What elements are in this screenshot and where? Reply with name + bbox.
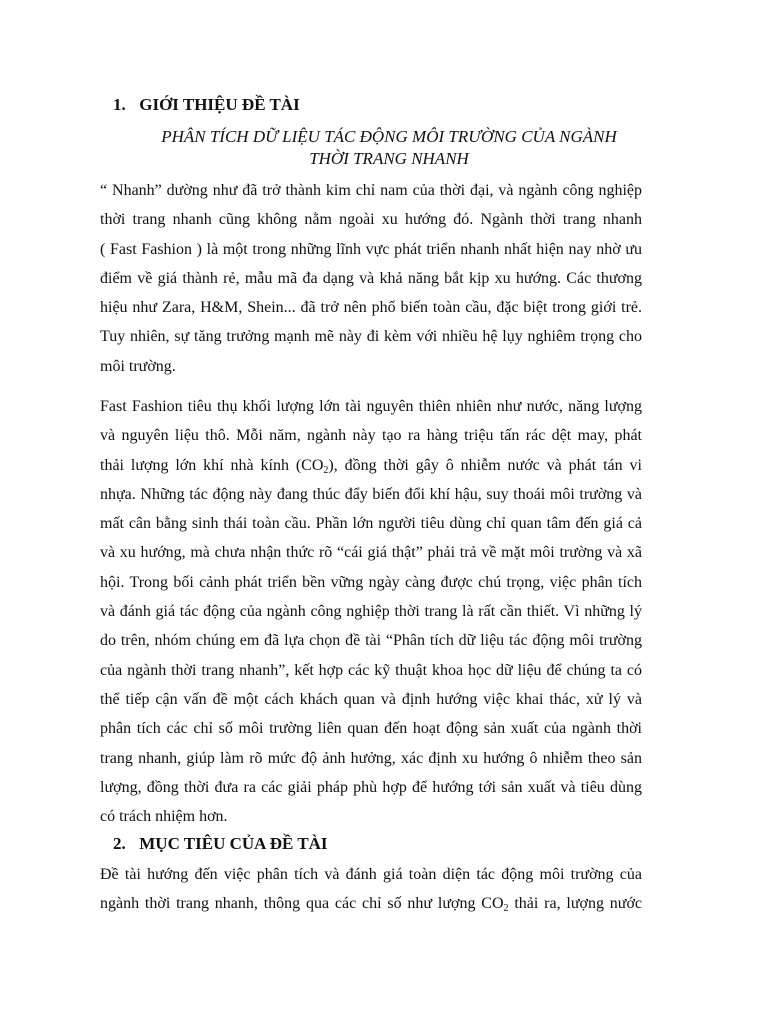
text-line: do trên, nhóm chúng em đã lựa chọn đề tài “Phân tích dữ liệu tác động môi trường <box>100 632 642 650</box>
text-line: và đánh giá tác động của ngành công nghiệp thời trang là rất cần thiết. Vì những lý <box>100 603 642 621</box>
text-line: nhựa. Những tác động này đang thúc đẩy biến đổi khí hậu, suy thoái môi trường và <box>100 485 642 503</box>
text-line <box>100 455 642 484</box>
text-line: trang nhanh, giúp làm rõ mức độ ảnh hưởng, xác định xu hướng ô nhiễm theo sản <box>100 749 642 767</box>
section-title: MỤC TIÊU CỦA ĐỀ TÀI <box>139 834 328 853</box>
text-line: của ngành thời trang nhanh”, kết hợp các kỹ thuật khoa học dữ liệu để chúng ta có <box>100 661 642 679</box>
text-line: và xu hướng, mà chưa nhận thức rõ “cái giá thật” phải trả về mặt môi trường và xã <box>100 544 642 562</box>
text-line: thời trang nhanh cũng không nằm ngoài xu hướng đó. Ngành thời trang nhanh <box>100 211 642 229</box>
section-title: GIỚI THIỆU ĐỀ TÀI <box>139 95 300 114</box>
text-line: lượng, đồng thời đưa ra các giải pháp phù hợp để hướng tới sản xuất và tiêu dùng <box>100 778 642 796</box>
subtitle-line: THỜI TRANG NHANH <box>309 149 469 168</box>
paragraph-intro <box>100 180 642 385</box>
document-subtitle <box>100 126 678 170</box>
text-line: Đề tài hướng đến việc phân tích và đánh giá toàn diện tác động môi trường của <box>100 866 642 883</box>
text-line: thể tiếp cận vấn đề một cách khách quan và định hướng việc khai thác, xử lý và <box>100 690 642 708</box>
text-line: ( Fast Fashion ) là một trong những lĩnh vực phát triển nhanh nhất hiện nay nhờ ưu <box>100 240 642 258</box>
text-line: “ Nhanh” dường như đã trở thành kim chỉ nam của thời đại, và ngành công nghiệp <box>100 182 642 199</box>
text-line: Fast Fashion tiêu thụ khối lượng lớn tài nguyên thiên nhiên như nước, năng lượng <box>100 398 642 415</box>
text-line: phân tích các chỉ số môi trường liên quan đến hoạt động sản xuất của ngành thời <box>100 720 642 738</box>
text-line <box>100 893 642 922</box>
text-line: và nguyên liệu thô. Mỗi năm, ngành này tạo ra hàng triệu tấn rác dệt may, phát <box>100 427 642 445</box>
text-line: môi trường. <box>100 357 176 375</box>
subscript: 2 <box>323 464 329 476</box>
text-line: điểm về giá thành rẻ, mẫu mã đa dạng và khả năng bắt kịp xu hướng. Các thương <box>100 269 642 287</box>
text-line: Tuy nhiên, sự tăng trưởng mạnh mẽ này đi kèm với nhiều hệ lụy nghiêm trọng cho <box>100 328 642 346</box>
section-number: 2. <box>113 834 126 853</box>
text-line: hội. Trong bối cảnh phát triển bền vững ngày càng được chú trọng, việc phân tích <box>100 573 642 591</box>
paragraph-objective <box>100 864 642 923</box>
text-run: ), đồng thời gây ô nhiễm nước và phát tán vi <box>328 456 642 474</box>
text-run: thải lượng lớn khí nhà kính (CO <box>100 456 324 474</box>
section-heading-1 <box>113 94 300 116</box>
text-run: ngành thời trang nhanh, thông qua các chỉ số như lượng CO <box>100 895 504 913</box>
text-line: có trách nhiệm hơn. <box>100 808 228 826</box>
subscript: 2 <box>503 903 509 915</box>
text-line: hiệu như Zara, H&M, Shein... đã trở nên phổ biến toàn cầu, đặc biệt trong giới trẻ. <box>100 299 642 317</box>
subtitle-line: PHÂN TÍCH DỮ LIỆU TÁC ĐỘNG MÔI TRƯỜNG CỦA NGÀNH <box>161 127 617 146</box>
text-line: mất cân bằng sinh thái toàn cầu. Phần lớn người tiêu dùng chỉ quan tâm đến giá cả <box>100 515 642 533</box>
text-run: thải ra, lượng nước <box>508 895 643 913</box>
paragraph-impact <box>100 396 642 835</box>
section-number: 1. <box>113 95 126 114</box>
section-heading-2 <box>113 833 328 855</box>
